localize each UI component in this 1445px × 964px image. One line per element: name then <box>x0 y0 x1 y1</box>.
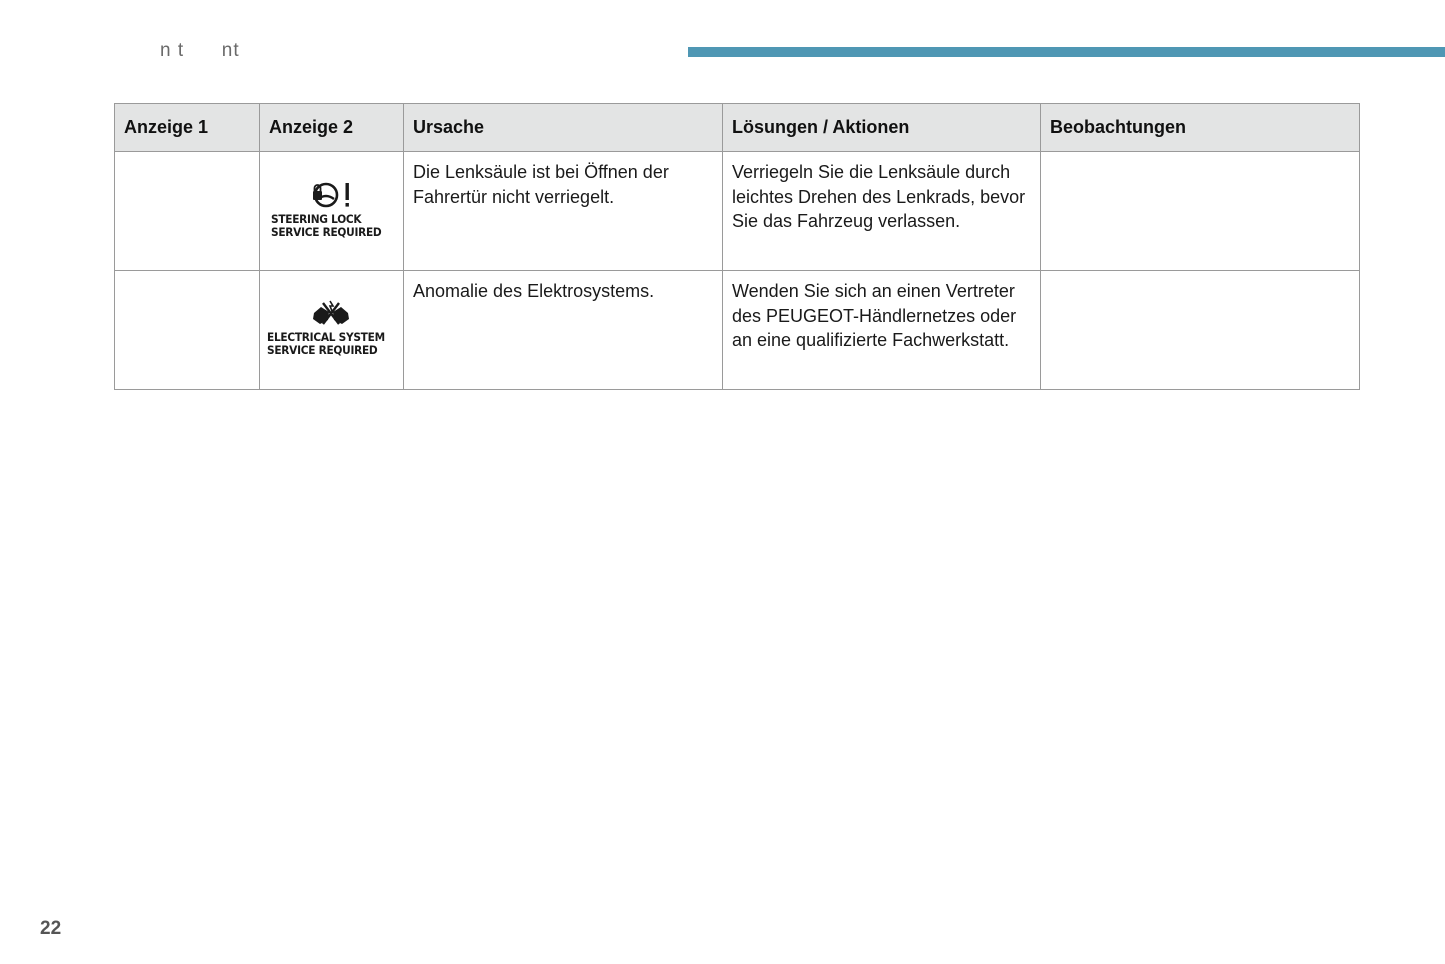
column-header-display2: Anzeige 2 <box>260 104 404 152</box>
display2-cell <box>260 152 404 271</box>
column-header-observations: Beobachtungen <box>1041 104 1360 152</box>
cause-cell: Anomalie des Elektrosystems. <box>404 271 723 390</box>
column-header-cause: Ursache <box>404 104 723 152</box>
icon-caption-line2: SERVICE REQUIRED <box>267 342 378 357</box>
electrical-system-fault-icon <box>309 300 353 328</box>
solution-cell: Verriegeln Sie die Lenksäule durch leichtes Drehen des Lenkrads, bevor Sie das Fahrzeug verlassen. <box>723 152 1041 271</box>
icon-caption-line2: SERVICE REQUIRED <box>271 224 382 239</box>
dashboard-message <box>267 300 395 356</box>
cause-cell: Die Lenksäule ist bei Öffnen der Fahrertür nicht verriegelt. <box>404 152 723 271</box>
table-row <box>115 152 1360 271</box>
icon-caption-line1: STEERING LOCK <box>271 212 362 226</box>
warning-table <box>114 103 1360 390</box>
observations-cell <box>1041 271 1360 390</box>
steering-lock-warning-icon <box>309 180 353 210</box>
table-row <box>115 271 1360 390</box>
column-header-solution: Lösungen / Aktionen <box>723 104 1041 152</box>
display2-cell <box>260 271 404 390</box>
header-accent-bar <box>688 47 1445 57</box>
table-header-row <box>115 104 1360 152</box>
display1-cell <box>115 152 260 271</box>
display1-cell <box>115 271 260 390</box>
dashboard-message <box>271 180 391 238</box>
observations-cell <box>1041 152 1360 271</box>
page-number: 22 <box>40 918 62 939</box>
section-title: n t nt <box>160 40 240 61</box>
column-header-display1: Anzeige 1 <box>115 104 260 152</box>
solution-cell: Wenden Sie sich an einen Vertreter des PEUGEOT-Händlernetzes oder an eine qualifizierte Fachwerkstatt. <box>723 271 1041 390</box>
icon-caption-line1: ELECTRICAL SYSTEM <box>267 330 386 344</box>
